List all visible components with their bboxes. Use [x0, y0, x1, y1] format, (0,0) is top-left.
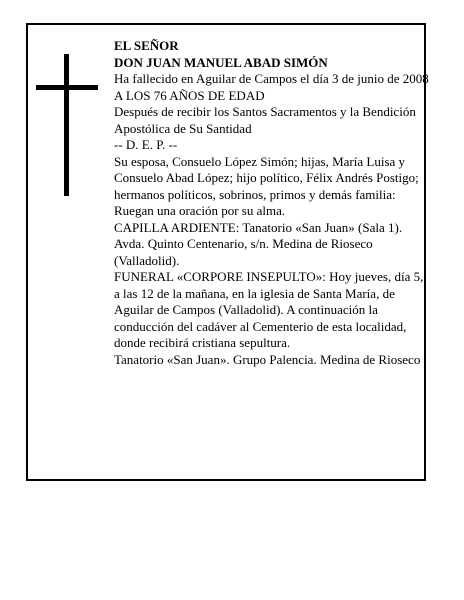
cross-icon [36, 54, 98, 196]
title-line-1: EL SEÑOR [114, 38, 179, 53]
sacraments-statement: Después de recibir los Santos Sacramentos y la Bendición Apostólica de Su Santidad [114, 104, 416, 136]
family-statement: Su esposa, Consuelo López Simón; hijas, María Luisa y Consuelo Abad López; hijo político, Félix Andrés Postigo; hermanos políticos, sobrinos, primos y demás familia: [114, 153, 419, 202]
death-statement: Ha fallecido en Aguilar de Campos el día 3 de junio de 2008 [114, 71, 429, 86]
deceased-name: DON JUAN MANUEL ABAD SIMÓN [114, 54, 328, 70]
funeral-provider: Tanatorio «San Juan». Grupo Palencia. Medina de Rioseco [114, 351, 421, 367]
obituary-text [114, 38, 430, 368]
rip-line: -- D. E. P. -- [114, 137, 178, 152]
prayer-request: Ruegan una oración por su alma. [114, 203, 286, 218]
funeral-info: FUNERAL «CORPORE INSEPULTO»: Hoy jueves, día 5, a las 12 de la mañana, en la iglesia de Santa María, de Aguilar de Campos (Valladolid). A continuación la conducción del cadáver al Cementerio de esta localidad, donde recibirá cristiana sepultura. [114, 269, 424, 350]
age-statement: A LOS 76 AÑOS DE EDAD [114, 87, 265, 103]
cross-vertical-bar [64, 54, 69, 196]
cross-horizontal-bar [36, 85, 98, 90]
chapel-info: CAPILLA ARDIENTE: Tanatorio «San Juan» (Sala 1). Avda. Quinto Centenario, s/n. Medina de Rioseco (Valladolid). [114, 219, 403, 268]
